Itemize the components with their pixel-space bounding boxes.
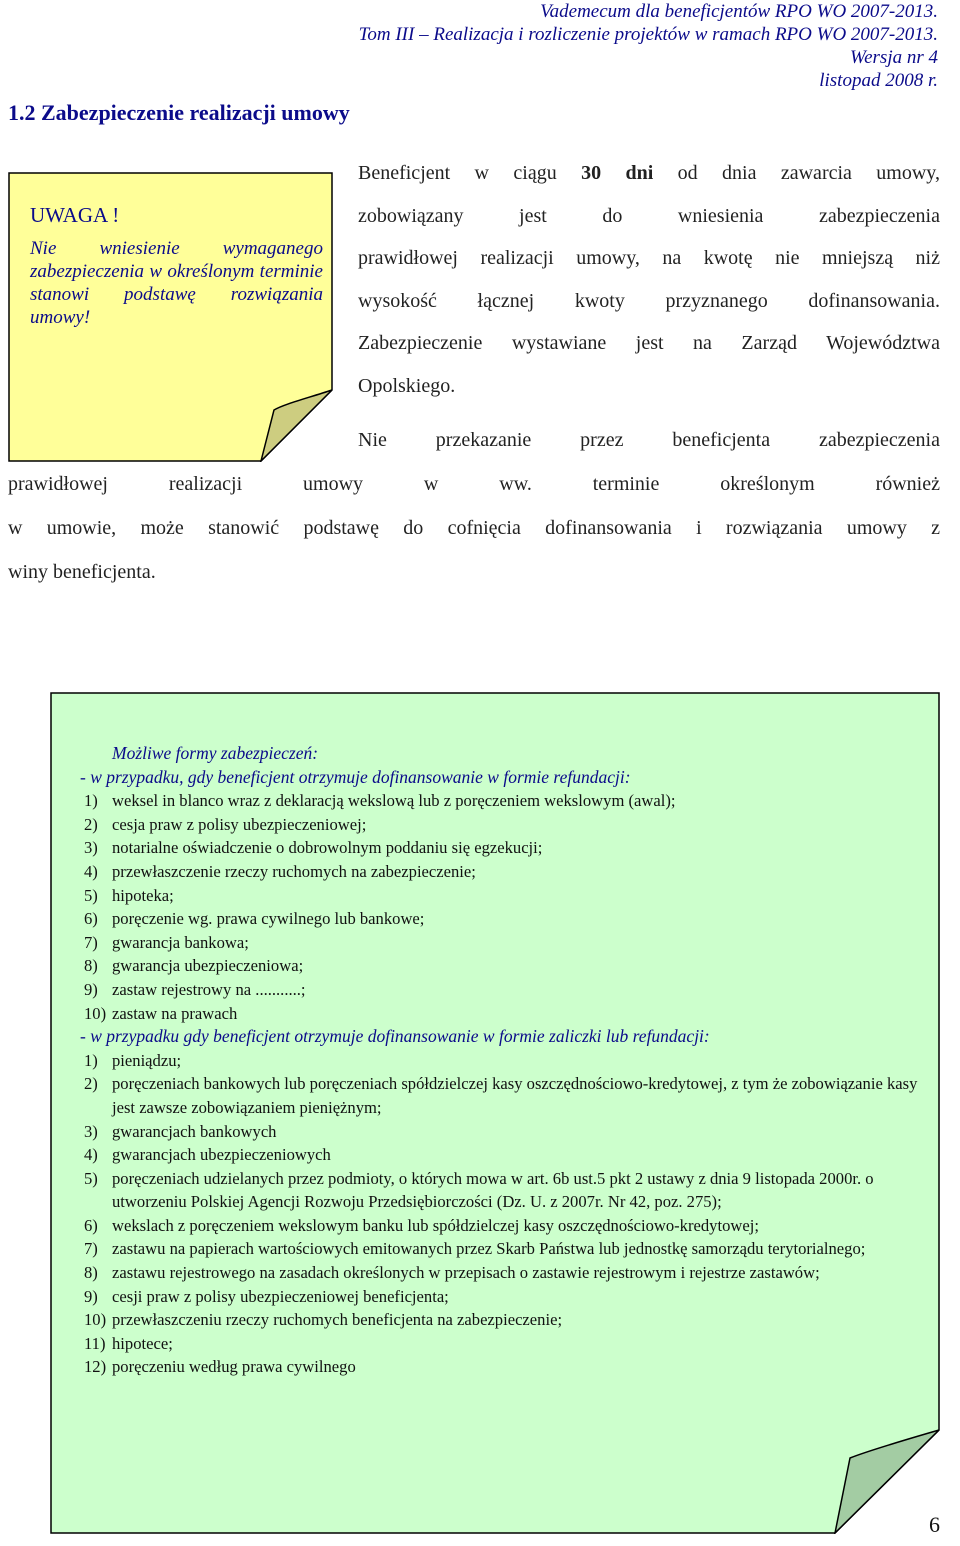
page-number: 6 — [929, 1512, 940, 1537]
list-item — [80, 1308, 920, 1332]
list-item-number: 1) — [84, 791, 98, 811]
header-line-4: listopad 2008 r. — [819, 70, 938, 91]
note-body: Nie wniesienie wymaganego zabezpieczenia w określonym terminie stanowi podstawę rozwiązania umowy! — [30, 238, 323, 328]
list-item-number: 3) — [84, 1121, 98, 1141]
advance-forms-list — [80, 1049, 920, 1379]
list-item-text: gwarancjach ubezpieczeniowych — [112, 1145, 331, 1165]
list-item-number: 1) — [84, 1050, 98, 1070]
list-item-number: 9) — [84, 1286, 98, 1306]
list-item — [80, 1237, 920, 1261]
list-item-text: przewłaszczenie rzeczy ruchomych na zabezpieczenie; — [112, 861, 476, 881]
list-item-number: 2) — [84, 814, 98, 834]
forms-title: Możliwe formy zabezpieczeń: — [112, 743, 319, 763]
list-item — [80, 1120, 920, 1144]
list-item — [80, 1285, 920, 1309]
list-item-number: 10) — [84, 1003, 107, 1023]
refund-forms-list — [80, 789, 920, 1025]
list-item-text: zastaw rejestrowy na ...........; — [112, 979, 306, 999]
list-item-number: 9) — [84, 979, 98, 999]
list-item-text: gwarancja ubezpieczeniowa; — [112, 956, 304, 976]
list-item-text: poręczeniach udzielanych przez podmioty, o których mowa w art. 6b ust.5 pkt 2 ustawy z dnia 9 listopada 2000r. o utworzeniu Polskiej Agencji Rozwoju Przedsiębiorczości (Dz. U. z 2007r. Nr 42, poz. 275); — [112, 1168, 874, 1212]
paragraph-consequence — [8, 462, 940, 594]
list-item-text: poręczenie wg. prawa cywilnego lub bankowe; — [112, 909, 425, 929]
list-item-number: 8) — [84, 956, 98, 976]
list-item-number: 6) — [84, 909, 98, 929]
warning-note — [8, 172, 333, 462]
list-item-text: gwarancjach bankowych — [112, 1121, 277, 1141]
list-item — [80, 978, 920, 1002]
paragraph2-line-2: prawidłowej realizacji umowy w ww. terminie określonym również — [8, 473, 940, 495]
list-item-text: zastaw na prawach — [112, 1003, 238, 1023]
paragraph1-line-4: wysokość łącznej kwoty przyznanego dofinansowania. — [358, 289, 940, 312]
list-item-text: hipotece; — [112, 1333, 173, 1353]
list-item-number: 3) — [84, 838, 98, 858]
list-item-number: 12) — [84, 1357, 107, 1377]
list-item-number: 10) — [84, 1310, 107, 1330]
note-title: UWAGA ! — [30, 203, 120, 227]
list-item-text: wekslach z poręczeniem wekslowym banku lub spółdzielczej kasy oszczędnościowo-kredytowej; — [112, 1215, 759, 1235]
list-item-number: 4) — [84, 861, 98, 881]
list-item-number: 5) — [84, 885, 98, 905]
section-title: 1.2 Zabezpieczenie realizacji umowy — [8, 100, 350, 125]
list-item-number: 4) — [84, 1145, 98, 1165]
list-item-number: 5) — [84, 1168, 98, 1188]
list-item — [80, 954, 920, 978]
paragraph2-first-line — [358, 418, 940, 462]
list-item-text: pieniądzu; — [112, 1050, 182, 1070]
paragraph2-line-3: w umowie, może stanowić podstawę do cofnięcia dofinansowania i rozwiązania umowy z — [8, 517, 940, 539]
list-item-number: 7) — [84, 1239, 98, 1259]
list-item-text: gwarancja bankowa; — [112, 932, 249, 952]
security-forms-box — [50, 692, 940, 1534]
paragraph1-line-2: zobowiązany jest do wniesienia zabezpieczenia — [358, 204, 940, 227]
list-item-text: poręczeniach bankowych lub poręczeniach spółdzielczej kasy oszczędnościowo-kredytowej, z tym że zobowiązanie kasy jest zawsze zobowiązaniem pieniężnym; — [112, 1074, 918, 1117]
list-item-text: przewłaszczeniu rzeczy ruchomych beneficjenta na zabezpieczenie; — [112, 1310, 563, 1330]
list-item-text: zastawu na papierach wartościowych emitowanych przez Skarb Państwa lub jednostkę samorządu terytorialnego; — [112, 1239, 866, 1259]
list-item — [80, 789, 920, 813]
list-item — [80, 1002, 920, 1026]
list-item — [80, 1261, 920, 1285]
list-item — [80, 1143, 920, 1167]
list-item-number: 11) — [84, 1333, 106, 1353]
list-item — [80, 931, 920, 955]
header-line-2: Tom III – Realizacja i rozliczenie projektów w ramach RPO WO 2007-2013. — [358, 24, 938, 45]
list-item — [80, 1167, 920, 1214]
list-item-number: 7) — [84, 932, 98, 952]
paragraph2-line-4: winy beneficjenta. — [8, 561, 156, 583]
list-item-text: notarialne oświadczenie o dobrowolnym poddaniu się egzekucji; — [112, 838, 543, 858]
list-item — [80, 1355, 920, 1379]
paragraph1-line-5: Zabezpieczenie wystawiane jest na Zarząd Województwa — [358, 332, 940, 354]
paragraph1-line-1: Beneficjent w ciągu 30 dni od dnia zawarcia umowy, — [358, 162, 940, 184]
paragraph2-line-1: Nie przekazanie przez beneficjenta zabezpieczenia — [358, 429, 940, 451]
header-line-1: Vademecum dla beneficjentów RPO WO 2007-2013. — [540, 1, 938, 22]
paragraph1-line-3: prawidłowej realizacji umowy, na kwotę nie mniejszą niż — [358, 247, 940, 269]
list-item-text: cesji praw z polisy ubezpieczeniowej beneficjenta; — [112, 1286, 449, 1306]
deadline-emphasis: 30 dni — [581, 162, 654, 184]
list-item — [80, 1332, 920, 1356]
list-item-number: 8) — [84, 1263, 98, 1283]
list-item — [80, 813, 920, 837]
refund-group-intro: - w przypadku, gdy beneficjent otrzymuje dofinansowanie w formie refundacji: — [80, 766, 631, 787]
paragraph-deadline — [358, 152, 940, 407]
list-item-text: cesja praw z polisy ubezpieczeniowej; — [112, 814, 367, 834]
advance-group-intro: - w przypadku gdy beneficjent otrzymuje dofinansowanie w formie zaliczki lub refundacji: — [80, 1026, 710, 1047]
list-item-text: weksel in blanco wraz z deklaracją wekslową lub z poręczeniem wekslowym (awal); — [112, 791, 676, 811]
list-item — [80, 1049, 920, 1073]
list-item-text: hipoteka; — [112, 885, 174, 905]
list-item — [80, 1214, 920, 1238]
list-item-number: 2) — [84, 1074, 98, 1094]
list-item-number: 6) — [84, 1215, 98, 1235]
list-item — [80, 907, 920, 931]
list-item-text: zastawu rejestrowego na zasadach określonych w przepisach o zastawie rejestrowym i rejestrze zastawów; — [112, 1263, 820, 1283]
list-item-text: poręczeniu według prawa cywilnego — [112, 1357, 356, 1377]
list-item — [80, 860, 920, 884]
list-item — [80, 884, 920, 908]
header-line-3: Wersja nr 4 — [850, 47, 938, 68]
list-item — [80, 1072, 920, 1119]
paragraph1-line-6: Opolskiego. — [358, 374, 456, 397]
list-item — [80, 836, 920, 860]
